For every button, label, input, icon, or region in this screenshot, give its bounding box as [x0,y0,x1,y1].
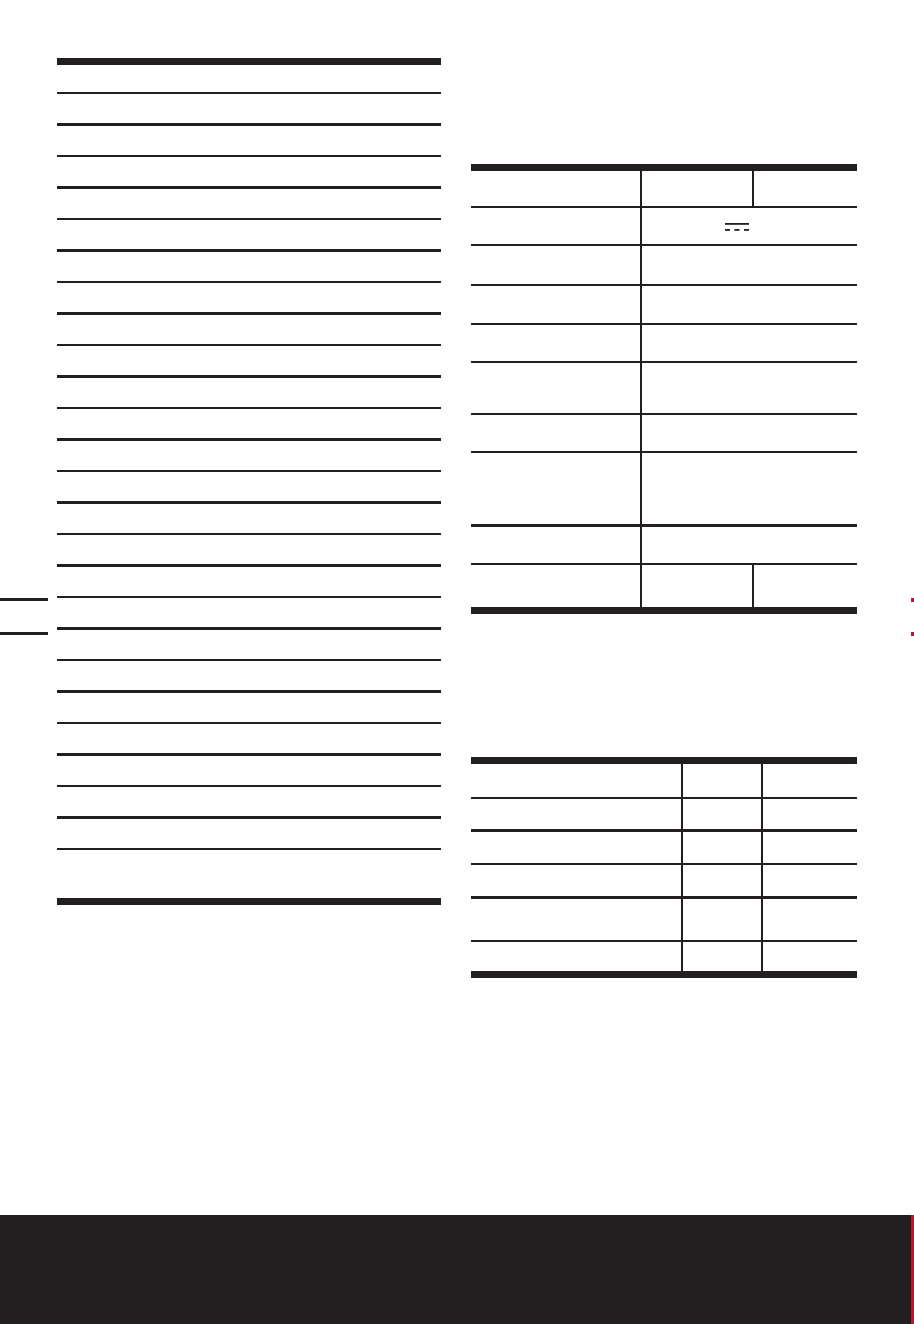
technical-data-row-rule [471,524,857,527]
footer-band [0,1215,914,1324]
components-list-row-rule [57,281,441,283]
components-list-row-rule [57,501,441,504]
components-list-row-rule [57,785,441,787]
technical-data-row-rule [471,244,857,246]
components-list-row-rule [57,344,441,346]
components-list-row-rule [57,690,441,693]
components-list-top-rule [57,58,441,65]
side-tab-mark [0,632,48,635]
components-list-row-rule [57,659,441,661]
noise-table-top-rule [471,757,857,764]
technical-data-row-rule [471,361,857,363]
components-list-row-rule [57,722,441,724]
components-list-row-rule [57,407,441,409]
noise-table-column-divider [761,760,763,974]
components-list-row-rule [57,375,441,378]
components-list-row-rule [57,816,441,819]
components-list-row-rule [57,848,441,850]
noise-table-row-rule [471,863,857,865]
components-list-bottom-rule [57,898,441,905]
components-list-row-rule [57,533,441,535]
technical-data-row-rule [471,451,857,453]
noise-table-row-rule [471,829,857,832]
noise-table-bottom-rule [471,971,857,978]
components-list-row-rule [57,753,441,756]
components-list-row-rule [57,123,441,126]
components-list-row-rule [57,312,441,315]
noise-table-row-rule [471,797,857,799]
components-list-row-rule [57,438,441,441]
noise-table-row-rule [471,896,857,899]
technical-data-column-divider [752,564,754,610]
technical-data-row-rule [471,206,857,208]
components-list-row-rule [57,564,441,567]
technical-data-row-rule [471,413,857,415]
technical-data-top-rule [471,164,857,171]
components-list-row-rule [57,218,441,220]
side-tab-mark [0,598,48,601]
direct-current-icon [725,222,749,234]
noise-table-row-rule [471,940,857,942]
components-list-row-rule [57,627,441,630]
technical-data-column-divider [640,167,642,610]
components-list-row-rule [57,186,441,189]
components-list-row-rule [57,596,441,598]
components-list-row-rule [57,155,441,157]
components-list-row-rule [57,92,441,94]
technical-data-bottom-rule [471,607,857,614]
technical-data-column-divider [752,167,754,207]
technical-data-row-rule [471,284,857,286]
components-list-row-rule [57,249,441,252]
technical-data-row-rule [471,563,857,565]
noise-table-column-divider [681,760,683,974]
technical-data-row-rule [471,323,857,325]
components-list-row-rule [57,470,441,472]
